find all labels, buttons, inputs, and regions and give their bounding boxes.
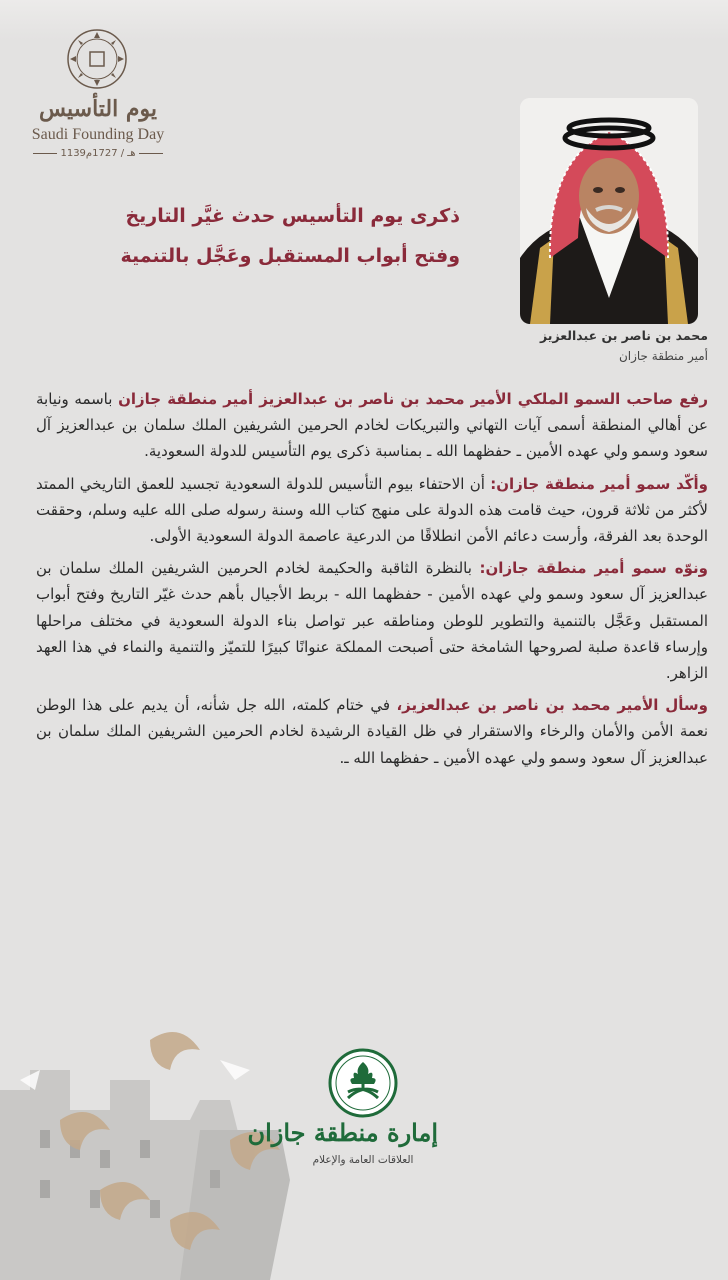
paragraph-1-lead: رفع صاحب السمو الملكي الأمير محمد بن ناصر بن عبدالعزيز أمير منطقة جازان <box>118 390 708 408</box>
saudi-emblem-icon <box>328 1048 398 1118</box>
paragraph-2-text: أن الاحتفاء بيوم التأسيس للدولة السعودية تجسيد للعمق التاريخي الممتد لأكثر من ثلاثة قرون، حيث قامت هذه الدولة على منهج كتاب الله وسنة رسوله صلى الله عليه وسلم، وحققت الوحدة بعد الفرقة، وأرست دعائم الأمن انطلاقًا من الدرعية عاصمة الدولة السعودية الأولى. <box>36 474 708 546</box>
paragraph-2 <box>36 471 708 550</box>
paragraph-4-text: في ختام كلمته، الله جل شأنه، أن يديم على هذا الوطن نعمة الأمن والأمان والرخاء والاستقرار في ظل القيادة الرشيدة لخادم الحرمين الشريفين الملك سلمان بن عبدالعزيز آل سعود وسمو ولي عهده الأمين ـ حفظهما الله ـ. <box>36 696 708 767</box>
founding-day-english: Saudi Founding Day <box>31 126 165 143</box>
paragraph-3-lead: ونوّه سمو أمير منطقة جازان: <box>479 559 708 578</box>
emirate-name: إمارة منطقة جازان <box>247 1118 438 1147</box>
jazan-emirate-logo <box>247 1048 438 1188</box>
article-body <box>36 386 708 777</box>
paragraph-4 <box>36 692 708 771</box>
headline <box>100 196 460 276</box>
portrait-title: أمير منطقة جازان <box>618 349 708 363</box>
founding-day-arabic: يوم التأسيس <box>38 96 158 122</box>
headline-line-1: ذكرى يوم التأسيس حدث غيَّر التاريخ <box>125 205 460 227</box>
portrait-photo <box>520 98 698 324</box>
paragraph-1 <box>36 386 708 465</box>
paragraph-2-lead: وأكّد سمو أمير منطقة جازان: <box>490 474 708 493</box>
prince-portrait-icon <box>520 98 698 324</box>
headline-line-2: وفتح أبواب المستقبل وعَجَّل بالتنمية <box>120 245 460 267</box>
emirate-department: العلاقات العامة والإعلام <box>312 1154 414 1166</box>
founding-day-logo <box>14 24 182 174</box>
paragraph-3 <box>36 555 708 686</box>
paragraph-3-text: بالنظرة الثاقبة والحكيمة لخادم الحرمين الشريفين الملك سلمان بن عبدالعزيز آل سعود وسمو ولي عهده الأمين - حفظهما الله - بربط الأجيال بأهم حدث غيّر التاريخ وفتح أبواب المستقبل وعَجَّل بالتنمية والتطوير للوطن ومناطقه عبر تواصل بناء الدولة السعودية في مختلف مراحلها وإرساء قاعدة صلبة لصروحها الشامخة حتى أصبحت المملكة عنوانًا كبيرًا للتميّز والتنمية والنماء في هذا العهد الزاهر. <box>36 559 708 683</box>
paragraph-1-text: باسمه ونيابة عن أهالي المنطقة أسمى آيات التهاني والتبريكات لخادم الحرمين الشريفين الملك سلمان بن عبدالعزيز آل سعود وسمو ولي عهده الأمين ـ حفظهما الله ـ بمناسبة ذكرى يوم التأسيس للدولة السعودية. <box>36 390 708 461</box>
paragraph-4-lead: وسأل الأمير محمد بن ناصر بن عبدالعزيز، <box>396 696 709 715</box>
founding-day-emblem-icon <box>66 28 128 90</box>
portrait-name: محمد بن ناصر بن عبدالعزيز <box>539 328 708 343</box>
founding-day-years: 1139هـ / 1727م <box>14 148 182 159</box>
